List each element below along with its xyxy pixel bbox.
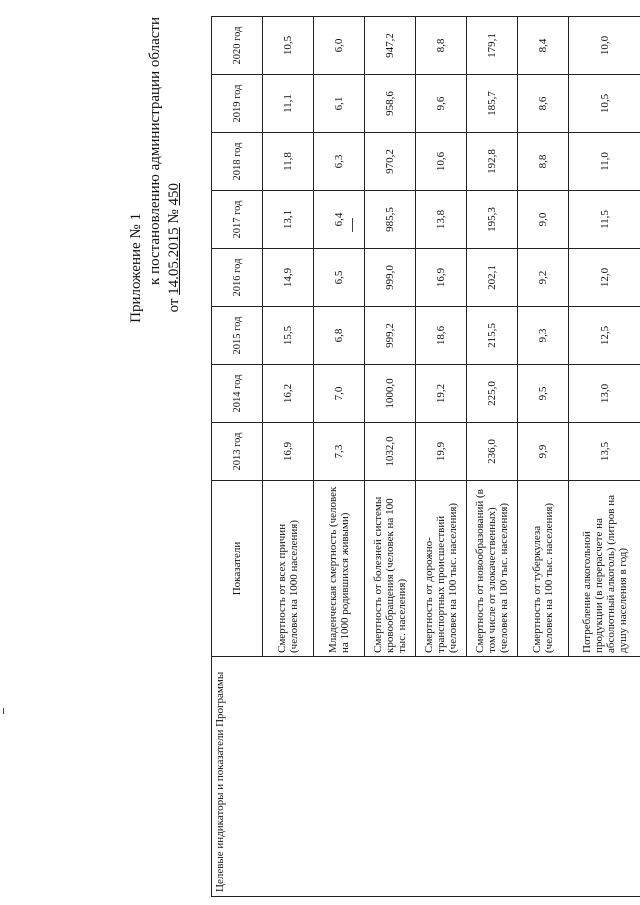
- cell-value: 13,8: [416, 191, 467, 249]
- cell-value: 185,7: [467, 75, 518, 133]
- section-label-cell: [211, 657, 640, 897]
- cell-value: 999,0: [365, 249, 416, 307]
- cell-value: 985,5: [365, 191, 416, 249]
- cell-value: 6,5: [314, 249, 365, 307]
- cell-value: 6,4: [314, 191, 365, 249]
- cell-value: 9,2: [518, 249, 569, 307]
- cell-value: 179,1: [467, 17, 518, 75]
- cell-value: 19,2: [416, 365, 467, 423]
- cell-value: 8,6: [518, 75, 569, 133]
- cell-value: 1000,0: [365, 365, 416, 423]
- cell-value: 9,3: [518, 307, 569, 365]
- column-header-2014: 2014 год: [212, 365, 263, 423]
- table-row: [467, 17, 518, 657]
- column-header-2013: 2013 год: [212, 423, 263, 481]
- appendix-title: Приложение № 1: [128, 213, 144, 323]
- cell-value: 215,5: [467, 307, 518, 365]
- cell-value: 6,1: [314, 75, 365, 133]
- cell-value: 9,0: [518, 191, 569, 249]
- document-header: [106, 17, 206, 897]
- cell-value: 11,1: [263, 75, 314, 133]
- cell-value: 10,5: [569, 75, 640, 133]
- row-label: Потребление алкогольной продукции (в перерасчете на абсолютный алкоголь) (литров на душу населения в год): [569, 481, 640, 657]
- cell-value: 999,2: [365, 307, 416, 365]
- cell-value: 13,5: [569, 423, 640, 481]
- column-header-2018: 2018 год: [212, 133, 263, 191]
- cell-value: 8,4: [518, 17, 569, 75]
- cell-value: 10,6: [416, 133, 467, 191]
- cell-value: 12,0: [569, 249, 640, 307]
- cell-value: 16,2: [263, 365, 314, 423]
- cell-value: 10,5: [263, 17, 314, 75]
- row-label: Смертность от болезней системы кровообращения (человек на 100 тыс. населения): [365, 481, 416, 657]
- row-label: Смертность от новообразований (в том числе от злокачественных) (человек на 100 тыс. населения): [467, 481, 518, 657]
- cell-value: 7,3: [314, 423, 365, 481]
- cell-value: 947,2: [365, 17, 416, 75]
- cell-value: 6,0: [314, 17, 365, 75]
- cell-value: 9,6: [416, 75, 467, 133]
- table-row: [365, 17, 416, 657]
- cell-value: 16,9: [416, 249, 467, 307]
- indicators-table: [211, 16, 640, 657]
- cell-value: 19,9: [416, 423, 467, 481]
- cell-value: 970,2: [365, 133, 416, 191]
- cell-value: 9,9: [518, 423, 569, 481]
- cell-value: 7,0: [314, 365, 365, 423]
- column-header-indicators: Показатели: [212, 481, 263, 657]
- cell-value: 15,5: [263, 307, 314, 365]
- cell-value: 8,8: [518, 133, 569, 191]
- cell-value: 10,0: [569, 17, 640, 75]
- cell-value: 11,5: [569, 191, 640, 249]
- cell-value: 12,5: [569, 307, 640, 365]
- resolution-date-line: [166, 183, 183, 312]
- cell-value: 236,0: [467, 423, 518, 481]
- row-label: Смертность от всех причин (человек на 1000 населения): [263, 481, 314, 657]
- cell-value: 11,8: [263, 133, 314, 191]
- column-header-2015: 2015 год: [212, 307, 263, 365]
- cell-value: 13,0: [569, 365, 640, 423]
- resolution-reference: к постановлению администрации области: [147, 17, 163, 285]
- cell-value: 195,3: [467, 191, 518, 249]
- scan-mark-left: [3, 708, 4, 714]
- cell-value: 192,8: [467, 133, 518, 191]
- cell-value: 202,1: [467, 249, 518, 307]
- cell-value: 14,9: [263, 249, 314, 307]
- column-header-2020: 2020 год: [212, 17, 263, 75]
- resolution-date: 14.05.2015: [166, 227, 182, 295]
- table-row: [518, 17, 569, 657]
- cell-value: 9,5: [518, 365, 569, 423]
- cell-value: 6,3: [314, 133, 365, 191]
- number-label: №: [166, 209, 182, 224]
- column-header-2019: 2019 год: [212, 75, 263, 133]
- table-row: [314, 17, 365, 657]
- cell-value: 225,0: [467, 365, 518, 423]
- cell-value: 13,1: [263, 191, 314, 249]
- table-row: [263, 17, 314, 657]
- row-label: Смертность от туберкулеза (человек на 100 тыс. населения): [518, 481, 569, 657]
- cell-value: 958,6: [365, 75, 416, 133]
- table-row: [416, 17, 467, 657]
- cell-value: 1032,0: [365, 423, 416, 481]
- date-prefix: от: [166, 298, 182, 313]
- cell-value: 16,9: [263, 423, 314, 481]
- column-header-2017: 2017 год: [212, 191, 263, 249]
- cell-value: 11,0: [569, 133, 640, 191]
- resolution-number: 450: [166, 183, 182, 206]
- row-label: Смертность от дорожно-транспортных происшествий (человек на 100 тыс. населения): [416, 481, 467, 657]
- cell-value: 6,8: [314, 307, 365, 365]
- table-row: [569, 17, 640, 657]
- row-label: Младенческая смертность (человек на 1000 родившихся живыми): [314, 481, 365, 657]
- cell-value: 18,6: [416, 307, 467, 365]
- table-header-row: [212, 17, 263, 657]
- column-header-2016: 2016 год: [212, 249, 263, 307]
- cell-value: 8,8: [416, 17, 467, 75]
- section-title: Целевые индикаторы и показатели Программы: [214, 671, 226, 892]
- rotated-document: [106, 17, 629, 897]
